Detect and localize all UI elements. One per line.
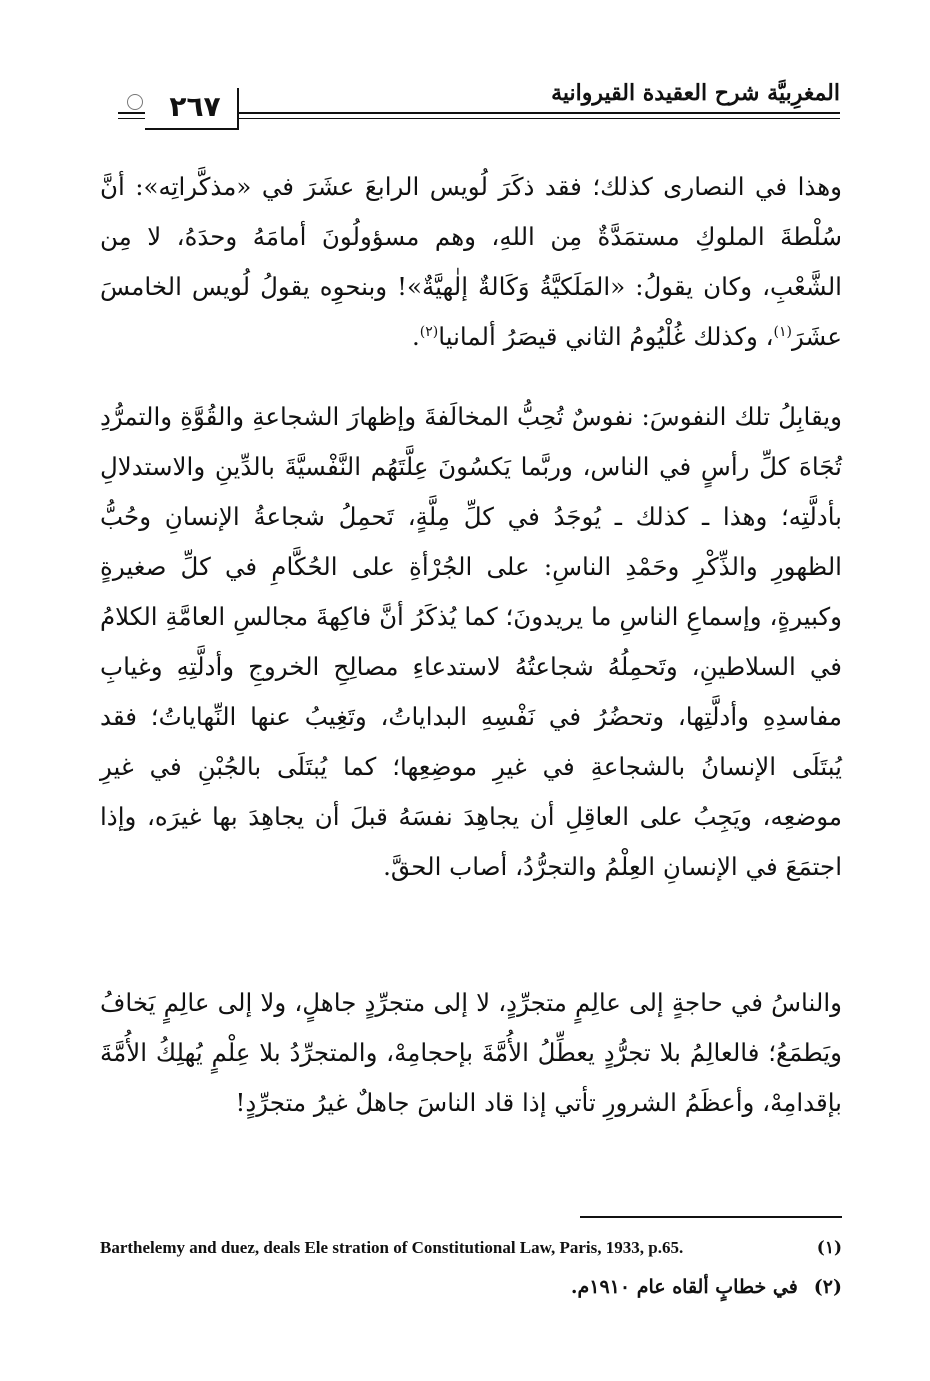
footnote-ref-1[interactable]: (١) — [773, 323, 792, 340]
footnote-2-number: (٢) — [813, 1276, 842, 1298]
footnote-1-number: (١) — [816, 1238, 842, 1258]
paragraph-2: ويقابِلُ تلك النفوسَ: نفوسٌ تُحِبُّ المخالَفةَ وإظهارَ الشجاعةِ والقُوَّةِ والتمرُّدِ تُجَاهَ كلِّ رأسٍ في الناس، وربَّما يَكسُونَ عِلَّتَهُم النَّفْسيَّةَ بالدِّينِ والاستدلالِ بأدلَّتِه؛ وهذا ـ كذلك ـ يُوجَدُ في كلِّ مِلَّةٍ، تَحمِلُ شجاعةُ الإنسانِ وحُبُّ الظهورِ والذِّكْرِ وحَمْدِ الناسِ: على الجُرْأةِ على الحُكَّامِ في كلِّ صغيرةٍ وكبيرةٍ، وإسماعِ الناسِ ما يريدونَ؛ كما يُذكَرُ أنَّ فاكِهةَ مجالسِ العامَّةِ الكلامُ في السلاطينِ، وتَحمِلُهُ شجاعتُهُ لاستدعاءِ مصالِحِ الخروجِ وأدلَّتِهِ وغيابِ مفاسدِهِ وأدلَّتِها، وتحضُرُ في نَفْسِهِ البداياتُ، وتَغِيبُ عنها النِّهاياتُ؛ فقد يُبتَلَى الإنسانُ بالشجاعةِ في غيرِ موضِعِها؛ كما يُبتَلَى بالجُبْنِ في غيرِ موضعِه، ويَجِبُ على العاقِلِ أن يجاهِدَ نفسَهُ قبلَ أن يجاهِدَ بها غيرَه، وإذا اجتمَعَ في الإنسانِ العِلْمُ والتجرُّدُ، أصاب الحقَّ. — [100, 402, 842, 881]
paragraph-1-end: . — [411, 322, 420, 351]
paragraph-1-text-cont: ، وكذلك غُلْيُومُ الثاني قيصَرُ ألمانيا — [438, 322, 774, 351]
paragraph-1 — [100, 162, 842, 362]
running-header-title: المغرِبيَّة شرح العقيدة القيروانية — [551, 80, 840, 106]
footnote-1 — [100, 1236, 842, 1266]
footnote-1-text: Barthelemy and duez, deals Ele stration of Constitutional Law, Paris, 1933, p.65. — [100, 1238, 684, 1257]
footnote-separator — [580, 1216, 842, 1218]
paragraph-3: والناسُ في حاجةٍ إلى عالِمٍ متجرِّدٍ، لا إلى متجرِّدٍ جاهلٍ، ولا إلى عالِمٍ يَخافُ ويَطمَعُ؛ فالعالِمُ بلا تجرُّدٍ يعطِّلُ الأُمَّةَ بإحجامِهْ، والمتجرِّدُ بلا عِلْمٍ يُهلِكُ الأُمَّةَ بإقدامِهْ، وأعظَمُ الشرورِ تأتي إذا قاد الناسَ جاهلٌ غيرُ متجرِّدٍ! — [100, 988, 842, 1117]
footnote-2 — [571, 1276, 842, 1298]
paragraph-1-text: وهذا في النصارى كذلك؛ فقد ذكَرَ لُويس الرابعَ عشَرَ في «مذكَّراتِه»: أنَّ سُلْطةَ الملوكِ مستمَدَّةٌ مِن اللهِ، وهم مسؤولُونَ أمامَهُ وحدَهُ، لا مِن الشَّعْبِ، وكان يقولُ: «المَلَكيَّةُ وَكَالةٌ إلٰهيَّةٌ»! وبنحوِه يقولُ لُويس الخامسَ عشَرَ — [100, 172, 842, 351]
footnote-ref-2[interactable]: (٢) — [419, 323, 439, 340]
footnote-2-text: في خطابٍ ألقاه عام ١٩١٠م. — [570, 1276, 798, 1298]
page-number: ٢٦٧ — [169, 90, 221, 123]
